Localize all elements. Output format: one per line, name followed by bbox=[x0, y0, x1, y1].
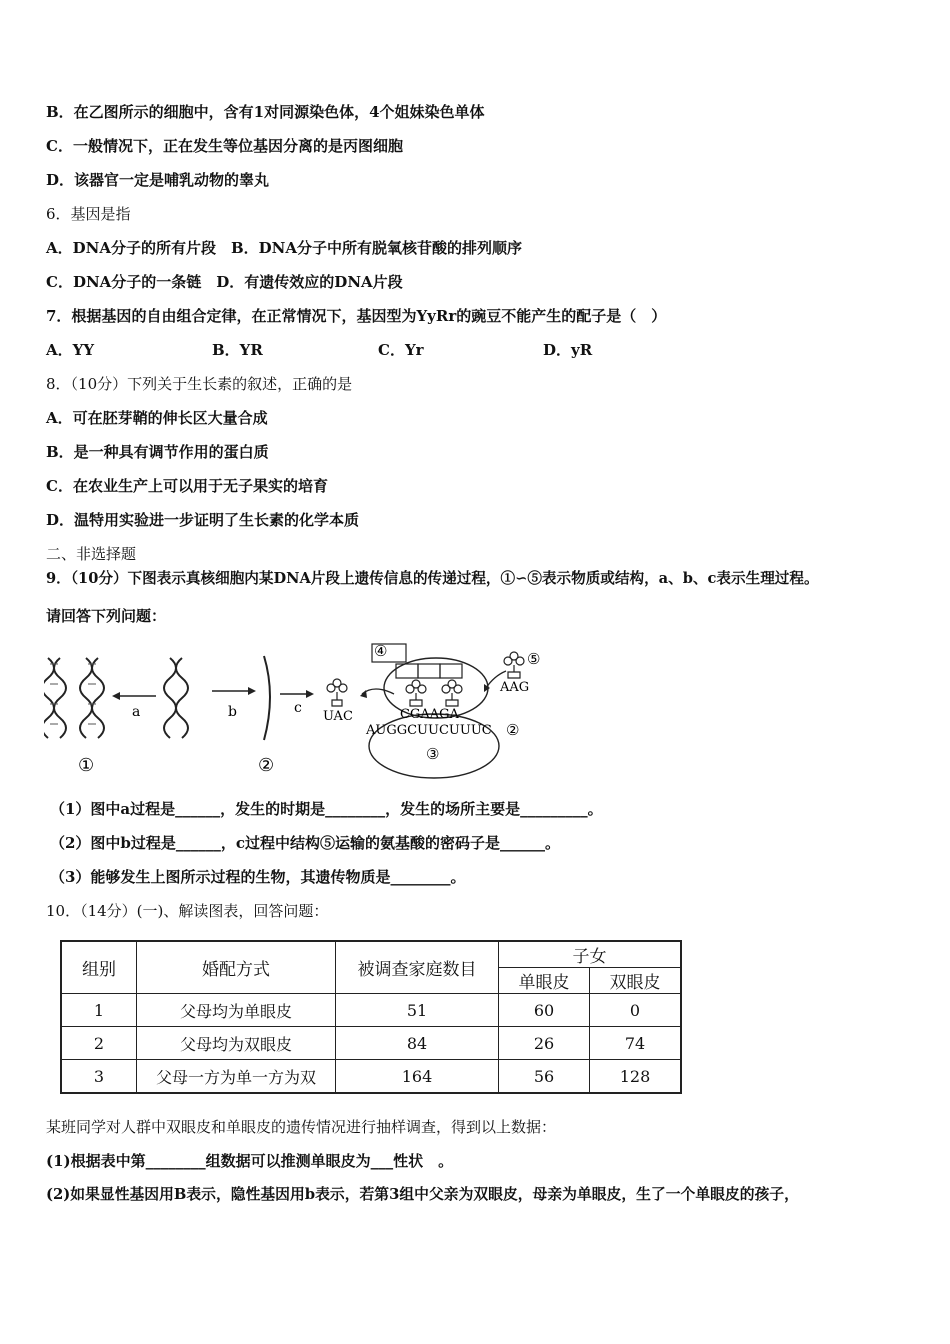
mrna-strand bbox=[264, 656, 270, 740]
cell-group: 3 bbox=[61, 1060, 137, 1094]
q5-option-c: C．一般情况下，正在发生等位基因分离的是丙图细胞 bbox=[46, 137, 403, 155]
dna-double-helix-2 bbox=[164, 658, 188, 738]
q10-part-1: (1)根据表中第________组数据可以推测单眼皮为___性状 。 bbox=[46, 1152, 454, 1170]
label-c: c bbox=[294, 700, 302, 716]
header-single-eyelid: 单眼皮 bbox=[499, 968, 590, 994]
anticodon-aag: AAG bbox=[500, 680, 530, 695]
q6-stem: 6．基因是指 bbox=[46, 205, 131, 223]
q10-part-2: (2)如果显性基因用B表示，隐性基因用b表示，若第3组中父亲为双眼皮，母亲为单眼皮，生了一个单眼皮的孩子， bbox=[46, 1186, 799, 1203]
table-row bbox=[61, 1060, 681, 1094]
q6-options-ab: A．DNA分子的所有片段 B．DNA分子中所有脱氧核苷酸的排列顺序 bbox=[46, 239, 523, 257]
header-children: 子女 bbox=[499, 941, 682, 968]
q9-part-2: （2）图中b过程是______，c过程中结构⑤运输的氨基酸的密码子是______。 bbox=[50, 834, 561, 852]
header-families: 被调查家庭数目 bbox=[336, 941, 499, 994]
arrow-c bbox=[280, 690, 314, 698]
cell-single: 56 bbox=[499, 1060, 590, 1094]
q10-description: 某班同学对人群中双眼皮和单眼皮的遗传情况进行抽样调查，得到以上数据： bbox=[46, 1118, 557, 1136]
trna-bound bbox=[406, 680, 462, 706]
q9-stem: 9．（10分）下图表示真核细胞内某DNA片段上遗传信息的传递过程，①∽⑤表示物质或结构，a、b、c表示生理过程。 bbox=[46, 570, 819, 587]
cell-families: 51 bbox=[336, 994, 499, 1027]
arrow-b bbox=[212, 687, 256, 695]
q8-option-a: A．可在胚芽鞘的伸长区大量合成 bbox=[46, 409, 268, 427]
cell-group: 1 bbox=[61, 994, 137, 1027]
survey-table bbox=[60, 940, 682, 1094]
q9-part-1: （1）图中a过程是______，发生的时期是________，发生的场所主要是_________。 bbox=[50, 800, 603, 818]
gene-expression-diagram bbox=[44, 636, 564, 786]
q7-option-a: A．YY bbox=[46, 341, 95, 359]
label-2: ② bbox=[258, 755, 275, 776]
cell-single: 60 bbox=[499, 994, 590, 1027]
label-b: b bbox=[228, 704, 237, 720]
mrna-sequence: AUGGCUUCUUUC bbox=[366, 723, 492, 738]
cell-group: 2 bbox=[61, 1027, 137, 1060]
q5-option-d: D．该器官一定是哺乳动物的睾丸 bbox=[46, 171, 270, 189]
label-1: ① bbox=[78, 755, 95, 776]
cell-families: 164 bbox=[336, 1060, 499, 1094]
q8-option-c: C．在农业生产上可以用于无子果实的培育 bbox=[46, 477, 328, 495]
cell-mating: 父母一方为单一方为双 bbox=[137, 1060, 336, 1094]
trna-left bbox=[327, 679, 347, 706]
label-2-mrna: ② bbox=[506, 721, 520, 739]
cell-double: 74 bbox=[590, 1027, 682, 1060]
q10-stem: 10．（14分）(一)、解读图表，回答问题： bbox=[46, 902, 329, 920]
q7-stem: 7．根据基因的自由组合定律，在正常情况下，基因型为YyRr的豌豆不能产生的配子是（ ） bbox=[46, 307, 667, 325]
cell-mating: 父母均为双眼皮 bbox=[137, 1027, 336, 1060]
cell-single: 26 bbox=[499, 1027, 590, 1060]
label-a: a bbox=[132, 704, 141, 720]
q7-option-c: C．Yr bbox=[378, 341, 424, 359]
label-4: ④ bbox=[374, 642, 388, 660]
q5-option-b: B．在乙图所示的细胞中，含有1对同源染色体，4个姐妹染色单体 bbox=[46, 103, 485, 121]
release-arrow bbox=[362, 689, 394, 694]
cell-families: 84 bbox=[336, 1027, 499, 1060]
header-double-eyelid: 双眼皮 bbox=[590, 968, 682, 994]
q8-stem: 8．（10分）下列关于生长素的叙述，正确的是 bbox=[46, 375, 353, 393]
label-3: ③ bbox=[426, 745, 440, 763]
q7-option-d: D．yR bbox=[543, 341, 593, 359]
section-heading: 二、非选择题 bbox=[46, 545, 137, 563]
header-mating: 婚配方式 bbox=[137, 941, 336, 994]
cell-double: 128 bbox=[590, 1060, 682, 1094]
table-row bbox=[61, 1027, 681, 1060]
trna-right bbox=[504, 652, 524, 678]
q9-part-3: （3）能够发生上图所示过程的生物，其遗传物质是________。 bbox=[50, 868, 466, 886]
anticodon-uac: UAC bbox=[323, 709, 353, 724]
arrow-a bbox=[112, 692, 156, 700]
cell-mating: 父母均为单眼皮 bbox=[137, 994, 336, 1027]
table-row bbox=[61, 994, 681, 1027]
header-group: 组别 bbox=[61, 941, 137, 994]
q6-options-cd: C．DNA分子的一条链 D．有遗传效应的DNA片段 bbox=[46, 273, 403, 291]
q7-option-b: B．YR bbox=[212, 341, 263, 359]
q9-ask: 请回答下列问题： bbox=[46, 607, 167, 625]
label-5: ⑤ bbox=[527, 650, 541, 668]
codon-cgaaga: CGAAGA bbox=[400, 707, 459, 722]
cell-double: 0 bbox=[590, 994, 682, 1027]
q8-option-d: D．温特用实验进一步证明了生长素的化学本质 bbox=[46, 511, 360, 529]
dna-double-helix-1 bbox=[44, 658, 104, 738]
q8-option-b: B．是一种具有调节作用的蛋白质 bbox=[46, 443, 269, 461]
